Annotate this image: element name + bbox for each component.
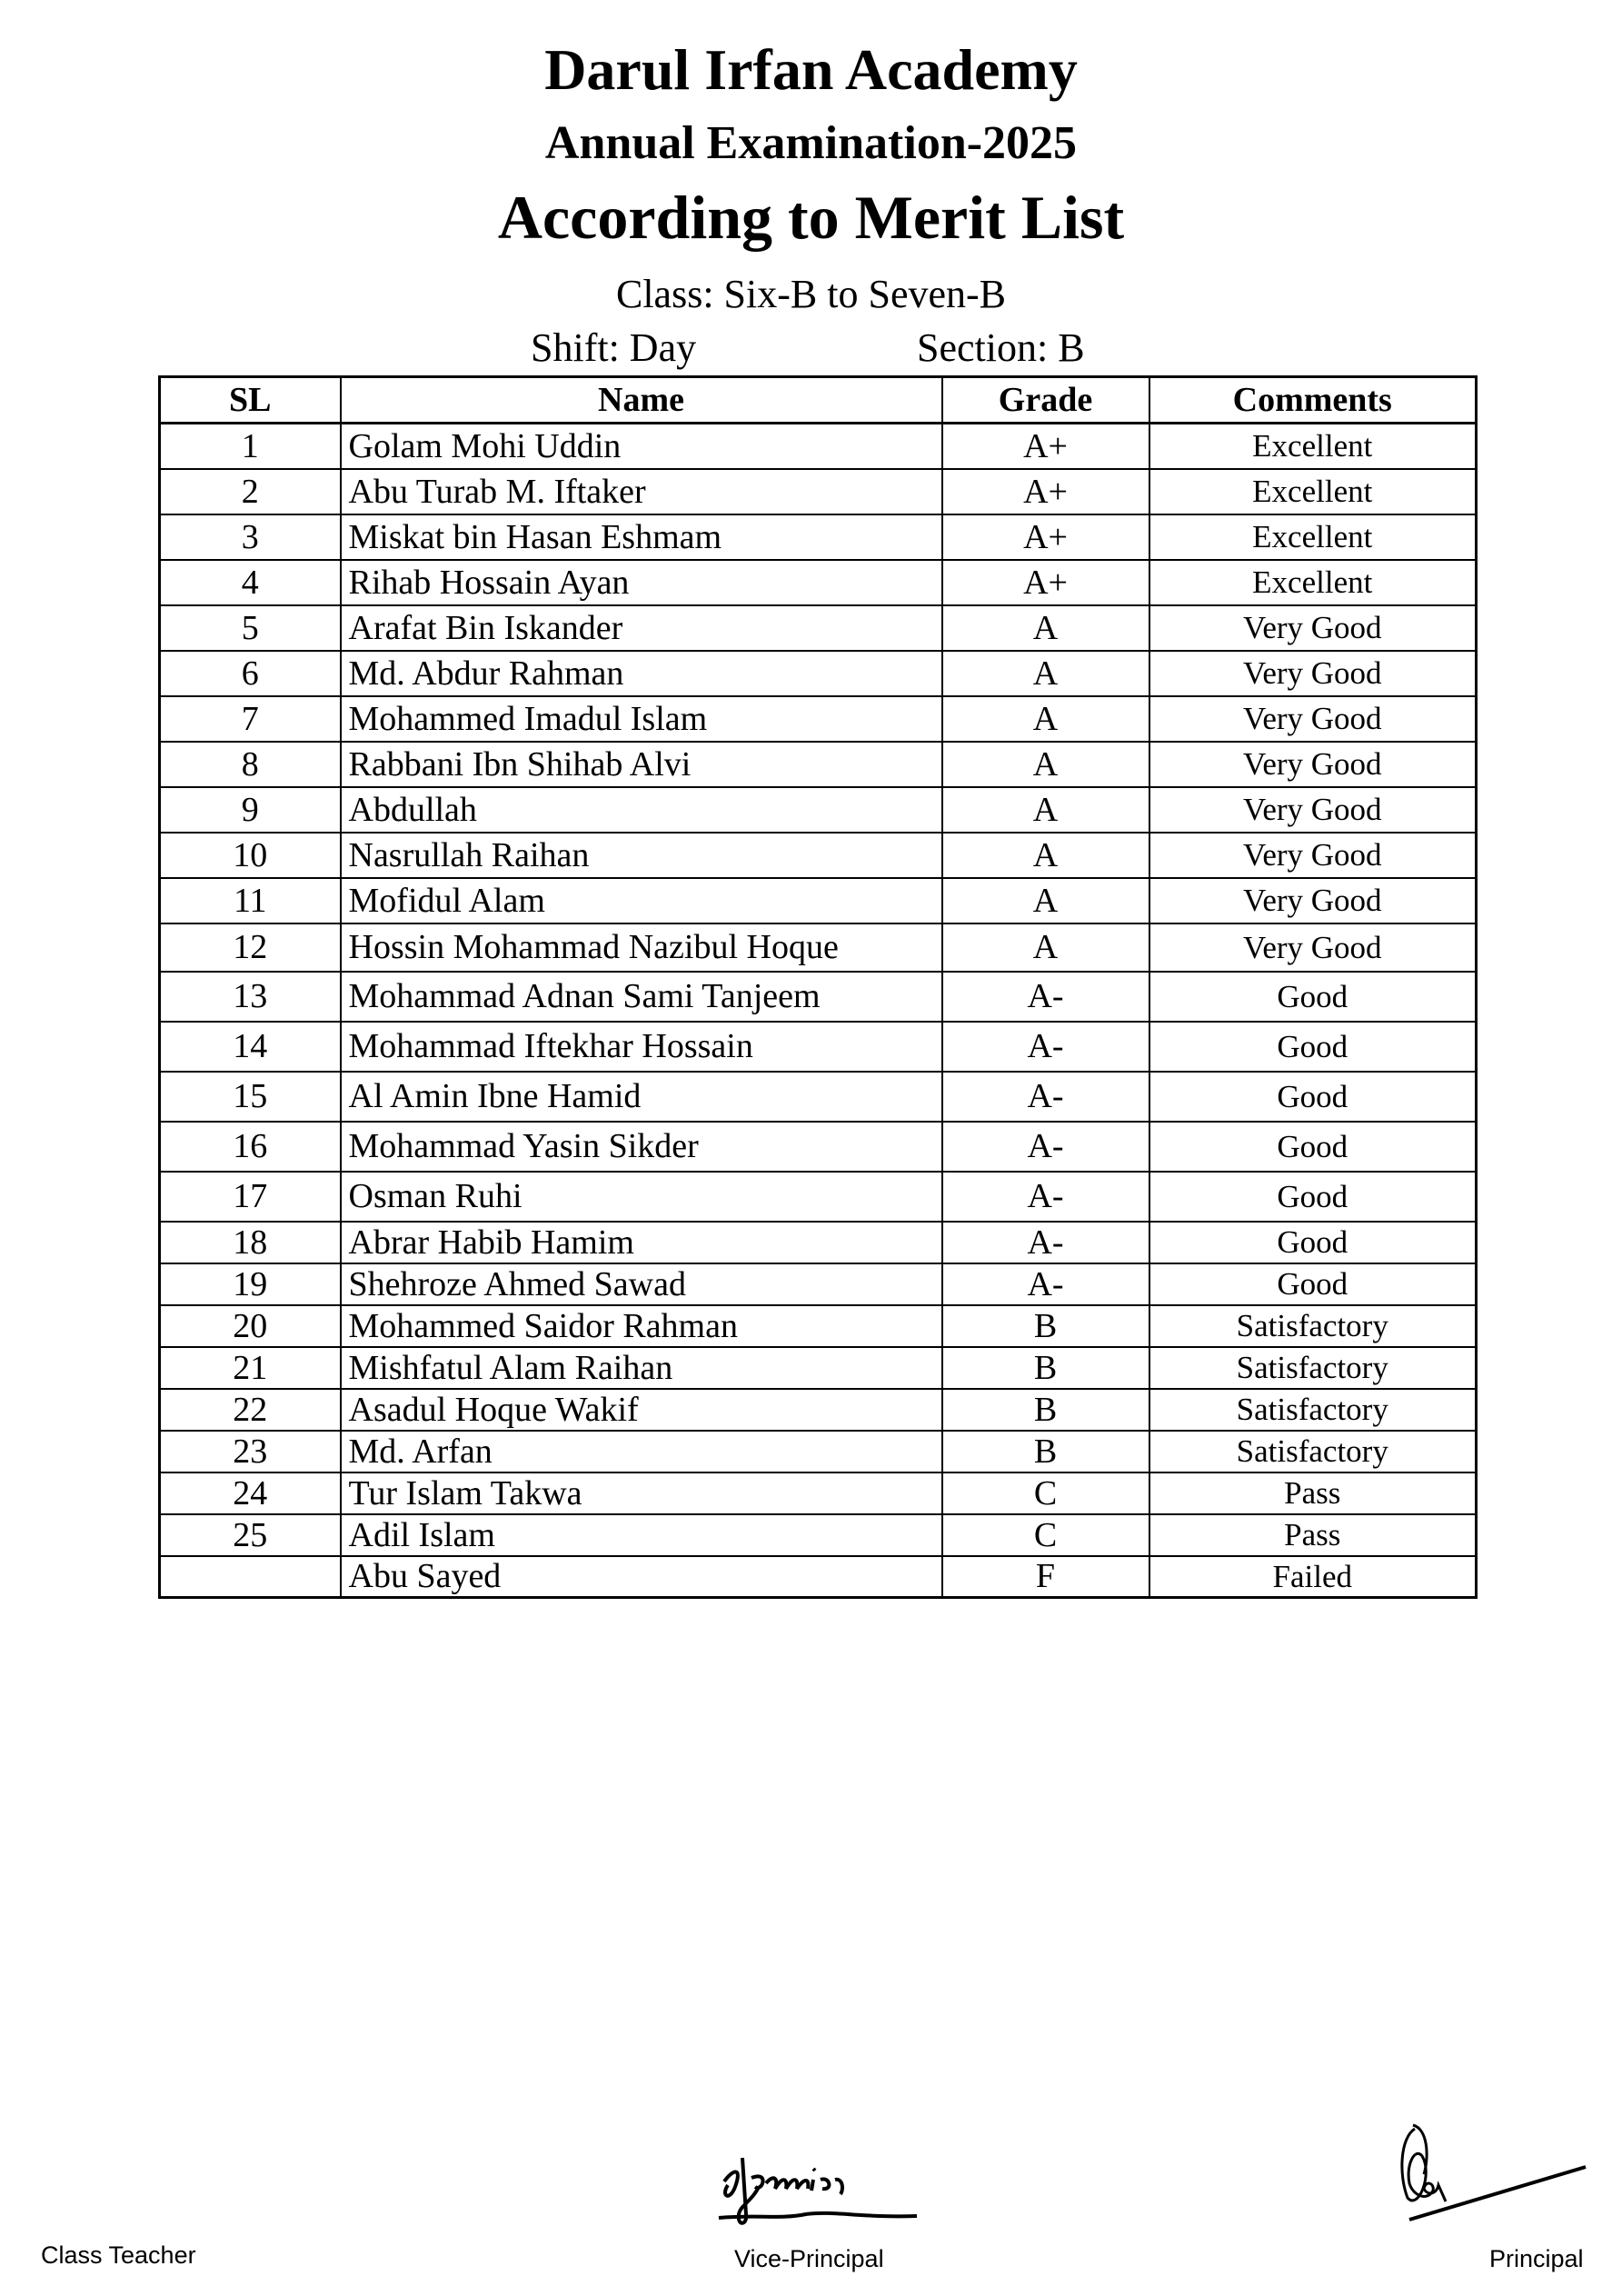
serial-cell: 20 (160, 1305, 341, 1347)
grade-cell: C (942, 1472, 1149, 1514)
comment-cell: Very Good (1149, 878, 1477, 923)
name-cell: Nasrullah Raihan (341, 833, 942, 878)
serial-cell: 9 (160, 787, 341, 833)
list-title: According to Merit List (497, 183, 1125, 252)
table-row (160, 1172, 1477, 1222)
name-cell: Mishfatul Alam Raihan (341, 1347, 942, 1389)
table-row (160, 1556, 1477, 1598)
table-row (160, 878, 1477, 923)
shift-label: Shift: Day (531, 325, 697, 370)
table-row (160, 742, 1477, 787)
table-row (160, 972, 1477, 1022)
serial-cell: 16 (160, 1122, 341, 1172)
name-cell: Mohammad Yasin Sikder (341, 1122, 942, 1172)
name-cell: Md. Arfan (341, 1431, 942, 1472)
name-cell: Shehroze Ahmed Sawad (341, 1263, 942, 1305)
table-row (160, 1431, 1477, 1472)
table-row (160, 1347, 1477, 1389)
name-cell: Abdullah (341, 787, 942, 833)
merit-table (158, 375, 1478, 1599)
name-cell: Hossin Mohammad Nazibul Hoque (341, 923, 942, 972)
table-row (160, 696, 1477, 742)
serial-cell: 4 (160, 560, 341, 605)
name-cell: Rihab Hossain Ayan (341, 560, 942, 605)
serial-cell: 14 (160, 1022, 341, 1072)
grade-cell: B (942, 1347, 1149, 1389)
serial-cell: 8 (160, 742, 341, 787)
name-cell: Arafat Bin Iskander (341, 605, 942, 651)
serial-cell: 23 (160, 1431, 341, 1472)
comment-cell: Very Good (1149, 651, 1477, 696)
comment-cell: Good (1149, 1122, 1477, 1172)
name-cell: Abrar Habib Hamim (341, 1222, 942, 1263)
comment-cell: Excellent (1149, 514, 1477, 560)
comment-cell: Excellent (1149, 560, 1477, 605)
grade-cell: C (942, 1514, 1149, 1556)
grade-cell: F (942, 1556, 1149, 1598)
table-row (160, 1122, 1477, 1172)
comment-cell: Very Good (1149, 696, 1477, 742)
vice-principal-label: Vice-Principal (734, 2245, 884, 2272)
name-cell: Md. Abdur Rahman (341, 651, 942, 696)
comment-cell: Very Good (1149, 605, 1477, 651)
principal-label: Principal (1489, 2245, 1584, 2272)
grade-cell: A (942, 651, 1149, 696)
name-cell: Al Amin Ibne Hamid (341, 1072, 942, 1122)
column-header-comments: Comments (1149, 377, 1477, 424)
serial-cell: 17 (160, 1172, 341, 1222)
name-cell: Mohammad Adnan Sami Tanjeem (341, 972, 942, 1022)
grade-cell: A- (942, 1072, 1149, 1122)
serial-cell: 1 (160, 424, 341, 469)
serial-cell: 24 (160, 1472, 341, 1514)
serial-cell: 7 (160, 696, 341, 742)
name-cell: Tur Islam Takwa (341, 1472, 942, 1514)
grade-cell: A (942, 696, 1149, 742)
comment-cell: Good (1149, 1222, 1477, 1263)
name-cell: Mofidul Alam (341, 878, 942, 923)
table-row (160, 1022, 1477, 1072)
comment-cell: Good (1149, 1022, 1477, 1072)
section-label: Section: B (917, 325, 1085, 370)
table-row (160, 651, 1477, 696)
comment-cell: Excellent (1149, 424, 1477, 469)
serial-cell: 18 (160, 1222, 341, 1263)
table-row (160, 923, 1477, 972)
grade-cell: A (942, 742, 1149, 787)
comment-cell: Very Good (1149, 742, 1477, 787)
comment-cell: Failed (1149, 1556, 1477, 1598)
name-cell: Adil Islam (341, 1514, 942, 1556)
serial-cell: 12 (160, 923, 341, 972)
name-cell: Osman Ruhi (341, 1172, 942, 1222)
grade-cell: A (942, 923, 1149, 972)
name-cell: Abu Turab M. Iftaker (341, 469, 942, 514)
table-row (160, 833, 1477, 878)
table-row (160, 605, 1477, 651)
grade-cell: B (942, 1305, 1149, 1347)
column-header-grade: Grade (942, 377, 1149, 424)
class-line: Class: Six-B to Seven-B (615, 272, 1007, 316)
name-cell: Rabbani Ibn Shihab Alvi (341, 742, 942, 787)
table-header-row (160, 377, 1477, 424)
name-cell: Abu Sayed (341, 1556, 942, 1598)
vice-principal-signature (715, 2151, 922, 2229)
grade-cell: A- (942, 1263, 1149, 1305)
table-row (160, 1305, 1477, 1347)
table-row (160, 1072, 1477, 1122)
table-row (160, 1389, 1477, 1431)
serial-cell: 11 (160, 878, 341, 923)
table-row (160, 787, 1477, 833)
serial-cell: 21 (160, 1347, 341, 1389)
name-cell: Mohammed Saidor Rahman (341, 1305, 942, 1347)
grade-cell: A+ (942, 469, 1149, 514)
column-header-name: Name (341, 377, 942, 424)
serial-cell: 15 (160, 1072, 341, 1122)
exam-title: Annual Examination-2025 (544, 117, 1078, 169)
name-cell: Mohammad Iftekhar Hossain (341, 1022, 942, 1072)
serial-cell: 13 (160, 972, 341, 1022)
grade-cell: A (942, 605, 1149, 651)
name-cell: Golam Mohi Uddin (341, 424, 942, 469)
table-row (160, 1263, 1477, 1305)
name-cell: Mohammed Imadul Islam (341, 696, 942, 742)
table-row (160, 1514, 1477, 1556)
serial-cell: 22 (160, 1389, 341, 1431)
comment-cell: Excellent (1149, 469, 1477, 514)
table-row (160, 424, 1477, 469)
serial-cell: 5 (160, 605, 341, 651)
comment-cell: Pass (1149, 1472, 1477, 1514)
grade-cell: A (942, 878, 1149, 923)
table-row (160, 560, 1477, 605)
serial-cell: 6 (160, 651, 341, 696)
grade-cell: A+ (942, 514, 1149, 560)
grade-cell: A- (942, 1172, 1149, 1222)
class-teacher-label: Class Teacher (41, 2241, 196, 2269)
comment-cell: Good (1149, 1072, 1477, 1122)
comment-cell: Satisfactory (1149, 1305, 1477, 1347)
grade-cell: B (942, 1431, 1149, 1472)
grade-cell: A- (942, 972, 1149, 1022)
comment-cell: Very Good (1149, 787, 1477, 833)
principal-signature (1382, 2120, 1589, 2221)
grade-cell: A (942, 833, 1149, 878)
name-cell: Asadul Hoque Wakif (341, 1389, 942, 1431)
grade-cell: A- (942, 1222, 1149, 1263)
grade-cell: A- (942, 1022, 1149, 1072)
comment-cell: Very Good (1149, 833, 1477, 878)
grade-cell: A (942, 787, 1149, 833)
comment-cell: Good (1149, 1172, 1477, 1222)
column-header-sl: SL (160, 377, 341, 424)
grade-cell: A+ (942, 560, 1149, 605)
comment-cell: Satisfactory (1149, 1389, 1477, 1431)
comment-cell: Good (1149, 972, 1477, 1022)
table-row (160, 469, 1477, 514)
serial-cell: 10 (160, 833, 341, 878)
serial-cell: 2 (160, 469, 341, 514)
comment-cell: Satisfactory (1149, 1347, 1477, 1389)
name-cell: Miskat bin Hasan Eshmam (341, 514, 942, 560)
grade-cell: A+ (942, 424, 1149, 469)
comment-cell: Pass (1149, 1514, 1477, 1556)
serial-cell: 19 (160, 1263, 341, 1305)
table-row (160, 514, 1477, 560)
table-row (160, 1222, 1477, 1263)
serial-cell (160, 1556, 341, 1598)
serial-cell: 25 (160, 1514, 341, 1556)
comment-cell: Very Good (1149, 923, 1477, 972)
table-row (160, 1472, 1477, 1514)
comment-cell: Good (1149, 1263, 1477, 1305)
serial-cell: 3 (160, 514, 341, 560)
grade-cell: A- (942, 1122, 1149, 1172)
grade-cell: B (942, 1389, 1149, 1431)
comment-cell: Satisfactory (1149, 1431, 1477, 1472)
institution-name: Darul Irfan Academy (544, 37, 1078, 102)
